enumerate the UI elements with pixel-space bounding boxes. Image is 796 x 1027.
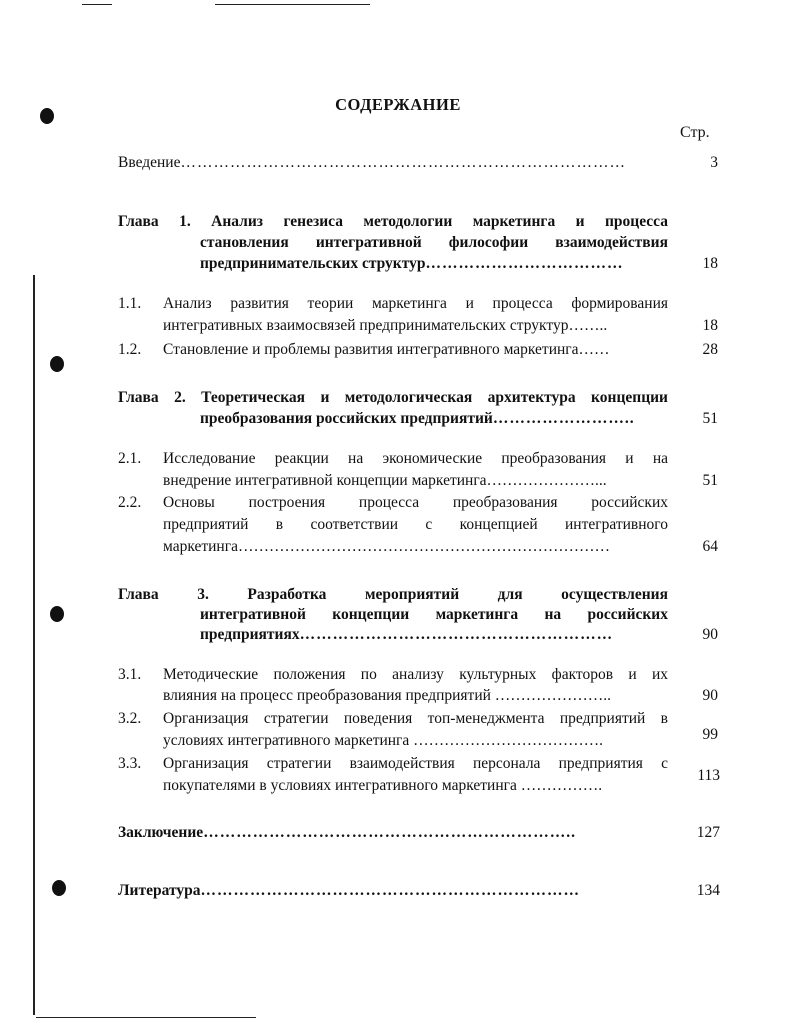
section-number: 3.3.: [118, 755, 142, 772]
section-number: 3.1.: [118, 666, 142, 683]
section-2-1-line2: внедрение интегративной концепции маркетинга…………………...: [163, 472, 607, 489]
section-1-1-line2: интегративных взаимосвязей предпринимательских структур……..: [163, 317, 608, 334]
scan-artifact-left-edge: [33, 275, 35, 1015]
punch-hole-mark: [50, 606, 64, 622]
chapter3-dots: …………………………………………………: [299, 626, 614, 643]
section-3-3-line1: Организация стратегии взаимодействия персонала предприятия с: [163, 755, 668, 772]
chapter2-dots: ……………………..: [492, 410, 635, 427]
conclusion-label: Заключение: [118, 824, 204, 841]
section-2-1-page-number: 51: [702, 472, 718, 489]
section-number: 3.2.: [118, 710, 142, 727]
section-number: 1.1.: [118, 295, 142, 312]
toc-entry-intro: [118, 152, 668, 174]
chapter1-line1: Глава 1. Анализ генезиса методологии маркетинга и процесса: [118, 213, 668, 230]
chapter2-line2: [200, 408, 668, 430]
intro-dots: ………………………………………………………………………: [180, 154, 626, 171]
section-1-1-page-number: 18: [702, 317, 718, 334]
page-title: СОДЕРЖАНИЕ: [335, 95, 461, 114]
section-2-2-page-number: 64: [702, 538, 718, 555]
chapter2-title-end: преобразования российских предприятий: [200, 410, 493, 427]
scan-artifact-top-line: [82, 4, 112, 5]
chapter3-line2: интегративной концепции маркетинга на российских: [200, 606, 668, 623]
section-3-2-line1: Организация стратегии поведения топ-менеджмента предприятий в: [163, 710, 668, 727]
chapter3-line3: [200, 624, 668, 646]
conclusion-dots: …………………………………………………………..: [203, 824, 576, 841]
chapter3-line1: Глава 3. Разработка мероприятий для осуществления: [118, 586, 668, 603]
punch-hole-mark: [50, 356, 64, 372]
section-3-1-page-number: 90: [702, 687, 718, 704]
section-1-1-line1: Анализ развития теории маркетинга и процесса формирования: [163, 295, 668, 312]
toc-entry-conclusion: [118, 822, 668, 844]
section-1-2-line1: Становление и проблемы развития интегративного маркетинга……: [163, 341, 610, 358]
intro-page-number: 3: [710, 154, 718, 171]
literature-page-number: 134: [696, 882, 720, 899]
punch-hole-mark: [52, 880, 66, 896]
section-number: 2.1.: [118, 450, 142, 467]
section-3-1-line2: влияния на процесс преобразования предприятий …………………..: [163, 687, 612, 704]
scan-artifact-bottom-line: [36, 1017, 256, 1018]
page-column-label: Стр.: [680, 124, 710, 141]
section-number: 1.2.: [118, 341, 142, 358]
literature-label: Литература: [118, 882, 201, 899]
section-2-2-line1: Основы построения процесса преобразования российских: [163, 494, 668, 511]
chapter3-title-end: предприятиях: [200, 626, 300, 643]
section-number: 2.2.: [118, 494, 142, 511]
section-3-2-line2: условиях интегративного маркетинга ……………………………….: [163, 732, 604, 749]
literature-dots: ……………………………………………………………: [200, 882, 580, 899]
conclusion-page-number: 127: [696, 824, 720, 841]
section-3-1-line1: Методические положения по анализу культурных факторов и их: [163, 666, 668, 683]
intro-label: Введение: [118, 154, 181, 171]
chapter1-line3: [200, 253, 668, 275]
section-1-2-page-number: 28: [702, 341, 718, 358]
toc-entry-literature: [118, 880, 668, 902]
chapter1-line2: становления интегративной философии взаимодействия: [200, 234, 668, 251]
section-2-2-line2: предприятий в соответствии с концепцией интегративного: [163, 516, 668, 533]
chapter2-line1: Глава 2. Теоретическая и методологическая архитектура концепции: [118, 389, 668, 406]
section-2-1-line1: Исследование реакции на экономические преобразования и на: [163, 450, 668, 467]
chapter2-page-number: 51: [702, 410, 718, 427]
section-3-3-line2: покупателями в условиях интегративного маркетинга …………….: [163, 777, 603, 794]
chapter1-title-end: предпринимательских структур: [200, 255, 426, 272]
section-3-2-page-number: 99: [702, 726, 718, 743]
chapter1-page-number: 18: [702, 255, 718, 272]
scan-artifact-top-line-2: [215, 4, 370, 5]
section-3-3-page-number: 113: [697, 767, 720, 784]
section-2-2-line3: маркетинга………………………………………………………………: [163, 538, 610, 555]
chapter1-dots: ………………………………: [425, 255, 624, 272]
chapter3-page-number: 90: [702, 626, 718, 643]
